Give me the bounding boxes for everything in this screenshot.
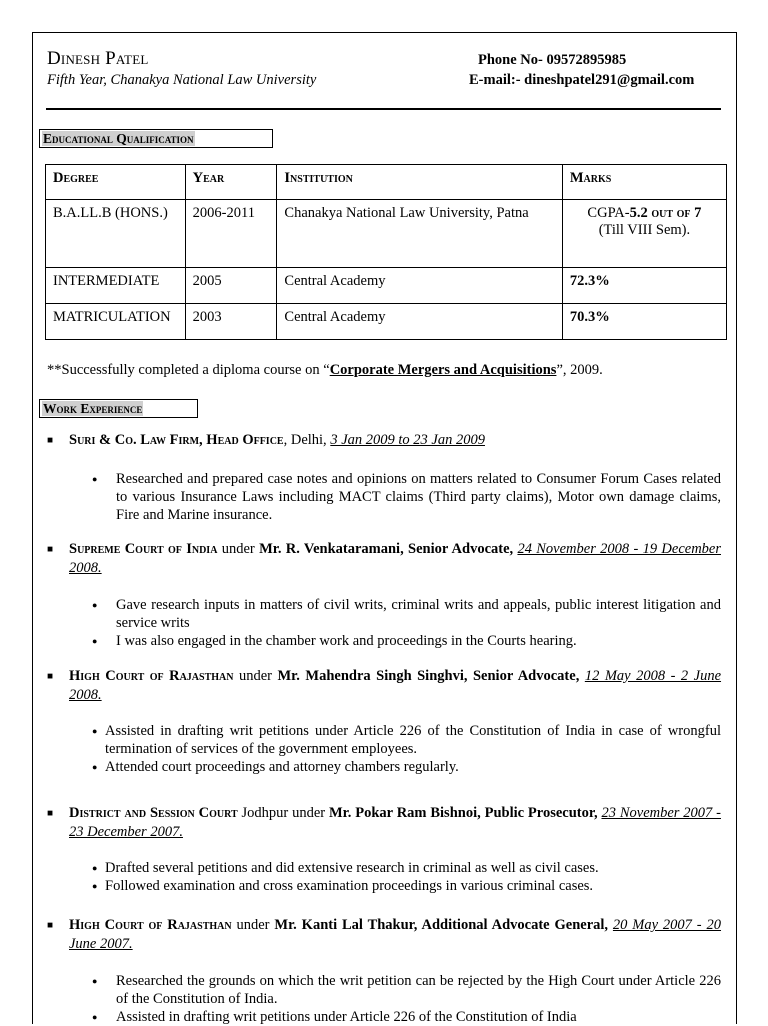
table-row bbox=[46, 304, 727, 340]
year-cell: 2005 bbox=[185, 268, 277, 304]
job-organization: Suri & Co. Law Firm, Head Office bbox=[69, 432, 284, 448]
column-header-marks: Marks bbox=[562, 165, 726, 200]
header-divider bbox=[46, 108, 721, 110]
marks-prefix: CGPA- bbox=[587, 205, 630, 221]
year-cell: 2006-2011 bbox=[185, 200, 277, 268]
list-item: ● Researched and prepared case notes and opinions on matters related to Consumer Forum Cases related to various Insurance Laws including MACT claims (Third party claims), Motor own damage claims, Fire and Marine insurance. bbox=[92, 470, 721, 524]
list-item: ● Researched the grounds on which the writ petition can be rejected by the High Court under Article 226 of the Constitution of India. bbox=[92, 972, 721, 1008]
list-item: ● Attended court proceedings and attorney chambers regularly. bbox=[92, 758, 721, 776]
institution-cell: Chanakya National Law University, Patna bbox=[277, 200, 562, 268]
square-bullet-icon: ■ bbox=[47, 544, 54, 555]
job-under: under bbox=[233, 668, 278, 684]
job-duties-list bbox=[92, 470, 721, 524]
table-row bbox=[46, 200, 727, 268]
page-border-top bbox=[32, 32, 737, 33]
square-bullet-icon: ■ bbox=[47, 671, 54, 682]
marks-cell bbox=[562, 200, 726, 268]
job-duties-list bbox=[92, 972, 721, 1026]
square-bullet-icon: ■ bbox=[47, 435, 54, 446]
job-supervisor: Mr. Mahendra Singh Singhvi, Senior Advocate, bbox=[277, 668, 580, 684]
list-item: ● Followed examination and cross examination proceedings in various criminal cases. bbox=[92, 877, 721, 895]
job-under: under bbox=[217, 541, 260, 557]
job-duties-list bbox=[92, 722, 721, 776]
diploma-suffix: ”, 2009. bbox=[556, 362, 603, 378]
list-item: ● Drafted several petitions and did extensive research in criminal as well as civil cases. bbox=[92, 859, 721, 877]
page-border-left bbox=[32, 32, 33, 1024]
list-item: ● Assisted in drafting writ petitions under Article 226 of the Constitution of India bbox=[92, 1008, 721, 1026]
square-bullet-icon: ■ bbox=[47, 920, 54, 931]
job-entry-heading bbox=[47, 667, 721, 705]
marks-cell: 70.3% bbox=[562, 304, 726, 340]
diploma-prefix: **Successfully completed a diploma course on “ bbox=[47, 362, 330, 378]
job-entry-heading bbox=[47, 804, 721, 842]
job-dates: 24 November 2008 - 19 December 2008. bbox=[69, 541, 721, 576]
education-section-title bbox=[39, 129, 273, 148]
job-entry-heading bbox=[47, 540, 721, 578]
job-supervisor: Mr. Kanti Lal Thakur, Additional Advocate General, bbox=[274, 917, 609, 933]
job-duties-list bbox=[92, 859, 721, 895]
job-supervisor: Mr. R. Venkataramani, Senior Advocate, bbox=[259, 541, 514, 557]
list-item: ● I was also engaged in the chamber work and proceedings in the Courts hearing. bbox=[92, 632, 721, 650]
institution-cell: Central Academy bbox=[277, 268, 562, 304]
job-dates: 3 Jan 2009 to 23 Jan 2009 bbox=[330, 432, 485, 448]
job-dates: 20 May 2007 - 20 June 2007. bbox=[69, 917, 722, 952]
degree-cell: B.A.LL.B (HONS.) bbox=[46, 200, 186, 268]
diploma-course: Corporate Mergers and Acquisitions bbox=[329, 362, 557, 378]
work-section-label: Work Experience bbox=[43, 401, 143, 416]
year-cell: 2003 bbox=[185, 304, 277, 340]
degree-cell: MATRICULATION bbox=[46, 304, 186, 340]
education-table bbox=[45, 164, 727, 340]
job-under: Jodhpur under bbox=[237, 805, 329, 821]
job-organization: District and Session Court bbox=[69, 805, 238, 821]
job-supervisor: Mr. Pokar Ram Bishnoi, Public Prosecutor, bbox=[328, 805, 598, 821]
job-place: , Delhi, bbox=[283, 432, 331, 448]
column-header-institution: Institution bbox=[277, 165, 562, 200]
email-address: E-mail:- dineshpatel291@gmail.com bbox=[469, 72, 695, 88]
candidate-subtitle: Fifth Year, Chanakya National Law University bbox=[47, 72, 317, 88]
education-section-label: Educational Qualification bbox=[43, 131, 194, 146]
column-header-degree: Degree bbox=[46, 165, 186, 200]
marks-value: 5.2 out of 7 bbox=[629, 205, 702, 221]
candidate-name: Dinesh Patel bbox=[47, 48, 149, 69]
job-entry-heading bbox=[47, 431, 721, 450]
job-organization: Supreme Court of India bbox=[69, 541, 218, 557]
job-organization: High Court of Rajasthan bbox=[69, 668, 234, 684]
page-border-right bbox=[736, 32, 737, 1024]
degree-cell: INTERMEDIATE bbox=[46, 268, 186, 304]
column-header-year: Year bbox=[185, 165, 277, 200]
table-row bbox=[46, 268, 727, 304]
marks-cell: 72.3% bbox=[562, 268, 726, 304]
marks-note: (Till VIII Sem). bbox=[598, 222, 691, 238]
job-duties-list bbox=[92, 596, 721, 650]
job-organization: High Court of Rajasthan bbox=[69, 917, 232, 933]
square-bullet-icon: ■ bbox=[47, 808, 54, 819]
list-item: ● Assisted in drafting writ petitions under Article 226 of the Constitution of India in case of wrongful termination of services of the government employees. bbox=[92, 722, 721, 758]
job-under: under bbox=[231, 917, 275, 933]
institution-cell: Central Academy bbox=[277, 304, 562, 340]
work-section-title bbox=[39, 399, 198, 418]
list-item: ● Gave research inputs in matters of civil writs, criminal writs and appeals, public interest litigation and service writs bbox=[92, 596, 721, 632]
phone-number: Phone No- 09572895985 bbox=[478, 52, 627, 68]
diploma-note bbox=[47, 362, 603, 379]
job-entry-heading bbox=[47, 916, 721, 954]
table-header-row bbox=[46, 165, 727, 200]
job-dates: 12 May 2008 - 2 June 2008. bbox=[69, 668, 722, 703]
job-dates: 23 November 2007 - 23 December 2007. bbox=[69, 805, 721, 840]
